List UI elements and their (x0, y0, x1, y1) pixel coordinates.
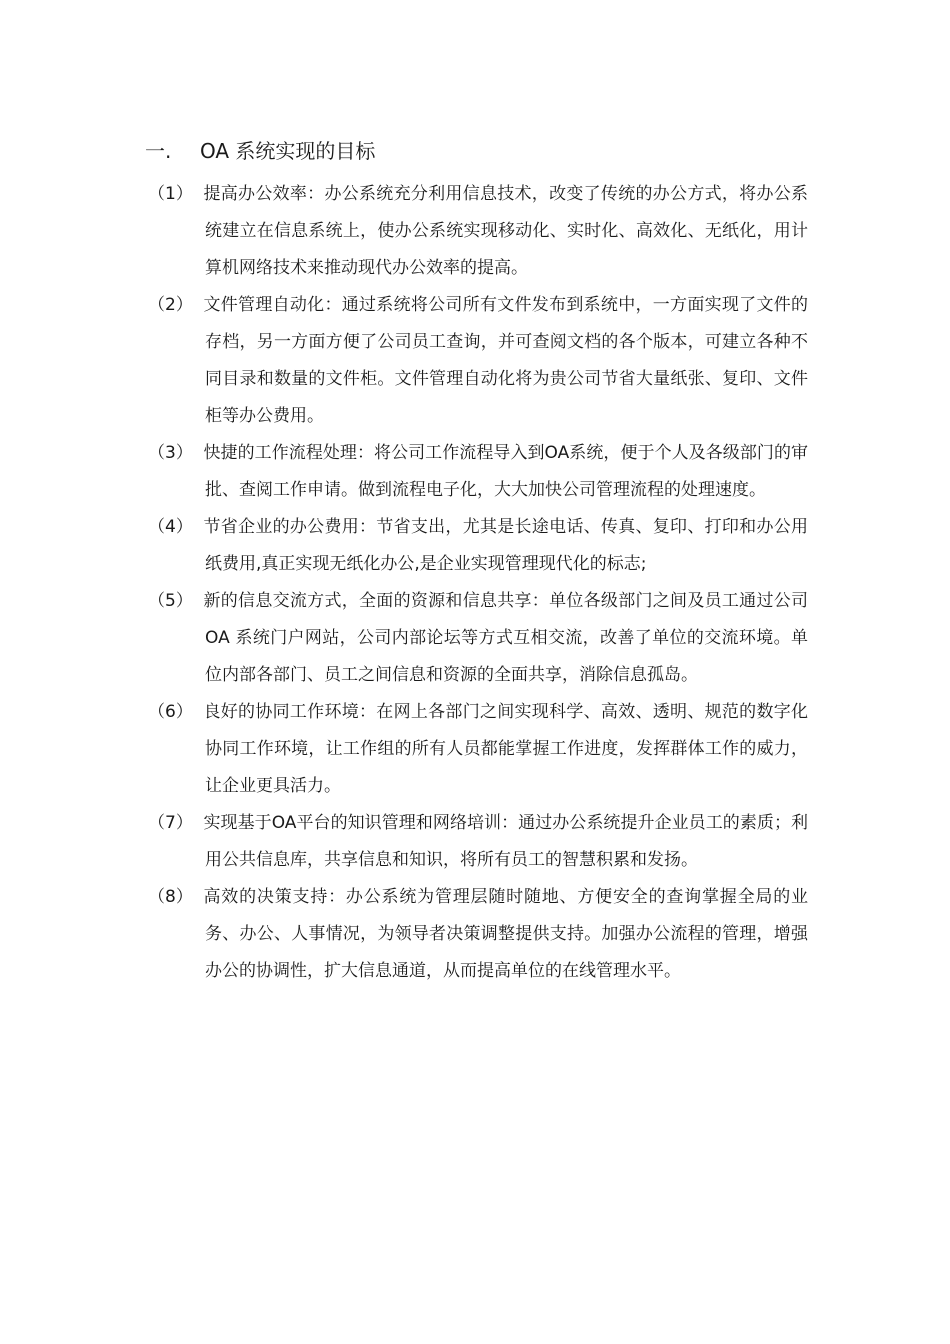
list-item-text: 文件管理自动化：通过系统将公司所有文件发布到系统中，一方面实现了文件的存档，另一方面方便了公司员工查询，并可查阅文档的各个版本，可建立各种不同目录和数量的文件柜。文件管理自动化将为贵公司节省大量纸张、复印、文件柜等办公费用。 (203, 295, 808, 426)
goal-list (148, 176, 808, 990)
section-title: OA 系统实现的目标 (200, 139, 376, 163)
list-item (148, 435, 808, 509)
list-item-marker: （3） (148, 443, 193, 463)
list-item (148, 287, 808, 435)
list-item-marker: （6） (148, 702, 193, 722)
list-item-text: 新的信息交流方式，全面的资源和信息共享：单位各级部门之间及员工通过公司 OA 系统门户网站，公司内部论坛等方式互相交流，改善了单位的交流环境。单位内部各部门、员工之间信息和资源的全面共享，消除信息孤岛。 (203, 591, 808, 685)
list-item-text: 提高办公效率：办公系统充分利用信息技术，改变了传统的办公方式，将办公系统建立在信息系统上，使办公系统实现移动化、实时化、高效化、无纸化，用计算机网络技术来推动现代办公效率的提高。 (203, 184, 808, 278)
list-item (148, 583, 808, 694)
section-number: 一. (145, 139, 172, 163)
list-item-marker: （1） (148, 184, 193, 204)
list-item (148, 176, 808, 287)
list-item-marker: （2） (148, 295, 193, 315)
section-heading (145, 136, 375, 166)
list-item-text: 快捷的工作流程处理：将公司工作流程导入到OA系统，便于个人及各级部门的审批、查阅工作申请。做到流程电子化，大大加快公司管理流程的处理速度。 (203, 443, 808, 500)
list-item-text: 良好的协同工作环境：在网上各部门之间实现科学、高效、透明、规范的数字化协同工作环境，让工作组的所有人员都能掌握工作进度，发挥群体工作的威力，让企业更具活力。 (203, 702, 808, 796)
list-item-text: 高效的决策支持：办公系统为管理层随时随地、方便安全的查询掌握全局的业务、办公、人事情况，为领导者决策调整提供支持。加强办公流程的管理，增强办公的协调性，扩大信息通道，从而提高单位的在线管理水平。 (203, 887, 808, 981)
list-item (148, 694, 808, 805)
list-item (148, 805, 808, 879)
list-item (148, 879, 808, 990)
list-item-marker: （4） (148, 517, 193, 537)
list-item-marker: （5） (148, 591, 193, 611)
list-item-text: 节省企业的办公费用：节省支出，尤其是长途电话、传真、复印、打印和办公用纸费用,真正实现无纸化办公,是企业实现管理现代化的标志; (203, 517, 808, 574)
list-item-marker: （7） (148, 813, 193, 833)
list-item-marker: （8） (148, 887, 193, 907)
list-item (148, 509, 808, 583)
list-item-text: 实现基于OA平台的知识管理和网络培训：通过办公系统提升企业员工的素质；利用公共信息库，共享信息和知识，将所有员工的智慧积累和发扬。 (203, 813, 808, 870)
